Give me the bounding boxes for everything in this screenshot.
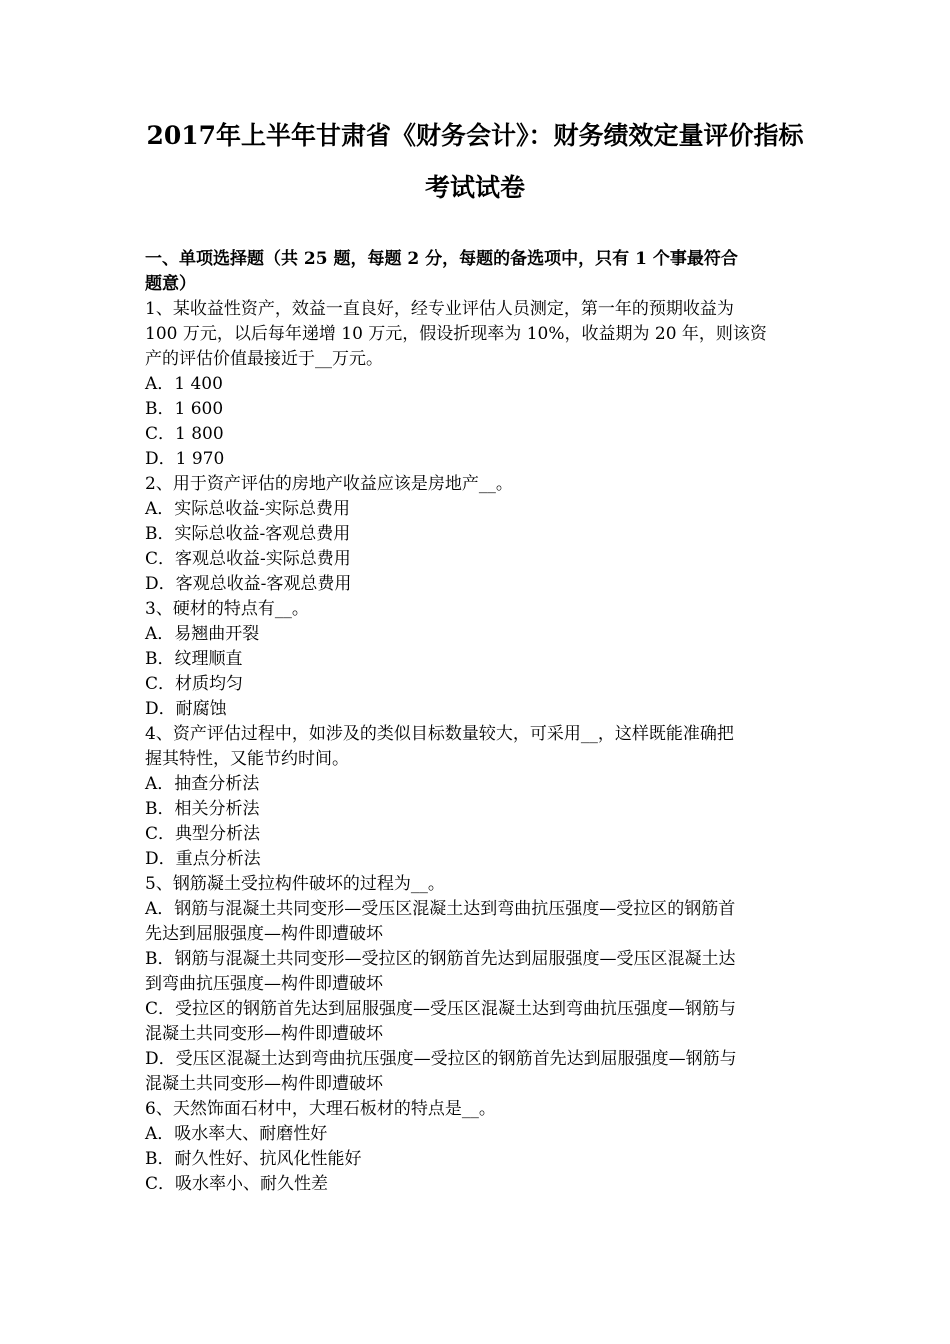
answer-option (145, 497, 813, 522)
question-stem-line: 5、钢筋凝土受拉构件破坏的过程为__。 (145, 874, 445, 894)
answer-option-line: D．客观总收益-客观总费用 (145, 574, 352, 594)
answer-option (145, 422, 813, 447)
question-item (145, 297, 813, 472)
answer-option-line: B．耐久性好、抗风化性能好 (145, 1149, 362, 1169)
question-stem-line: 4、资产评估过程中，如涉及的类似目标数量较大，可采用__，这样既能准确把 (145, 724, 734, 744)
answer-option-line: 到弯曲抗压强度—构件即遭破坏 (145, 974, 383, 994)
answer-option-line: B．相关分析法 (145, 799, 260, 819)
answer-option (145, 847, 813, 872)
question-stem-line: 6、天然饰面石材中，大理石板材的特点是__。 (145, 1099, 496, 1119)
section-heading (145, 247, 813, 297)
section-heading-line: 题意） (145, 274, 196, 294)
answer-option (145, 547, 813, 572)
question-list (145, 297, 813, 1197)
answer-option-line: C．典型分析法 (145, 824, 261, 844)
question-item (145, 472, 813, 597)
answer-option-line: A．吸水率大、耐磨性好 (145, 1124, 328, 1144)
answer-option-line: A．1 400 (145, 374, 223, 394)
document-body (145, 247, 813, 1197)
answer-option (145, 522, 813, 547)
answer-option-line: C．1 800 (145, 424, 224, 444)
answer-option (145, 822, 813, 847)
question-item (145, 872, 813, 1097)
answer-option-line: D．耐腐蚀 (145, 699, 227, 719)
answer-option-line: C．材质均匀 (145, 674, 244, 694)
answer-option-line: D．重点分析法 (145, 849, 261, 869)
question-stem-line: 1、某收益性资产，效益一直良好，经专业评估人员测定，第一年的预期收益为 (145, 299, 734, 319)
answer-option (145, 372, 813, 397)
answer-option (145, 1122, 813, 1147)
answer-option (145, 897, 813, 947)
answer-option (145, 397, 813, 422)
answer-option (145, 997, 813, 1047)
question-item (145, 597, 813, 722)
question-stem-line: 2、用于资产评估的房地产收益应该是房地产__。 (145, 474, 513, 494)
answer-option-line: B．实际总收益-客观总费用 (145, 524, 351, 544)
answer-option-line: 混凝土共同变形—构件即遭破坏 (145, 1024, 383, 1044)
answer-option (145, 772, 813, 797)
answer-option (145, 697, 813, 722)
answer-option (145, 1147, 813, 1172)
answer-option-line: A．钢筋与混凝土共同变形—受压区混凝土达到弯曲抗压强度—受拉区的钢筋首 (145, 899, 736, 919)
document-title: 2017年上半年甘肃省《财务会计》：财务绩效定量评价指标 (146, 121, 804, 150)
question-item (145, 722, 813, 872)
answer-option (145, 1172, 813, 1197)
answer-option (145, 622, 813, 647)
answer-option-line: D．受压区混凝土达到弯曲抗压强度—受拉区的钢筋首先达到屈服强度—钢筋与 (145, 1049, 737, 1069)
question-stem-line: 100 万元，以后每年递增 10 万元，假设折现率为 10%，收益期为 20 年，则该资 (145, 324, 767, 344)
answer-option (145, 572, 813, 597)
answer-option-line: B．纹理顺直 (145, 649, 243, 669)
question-stem-line: 产的评估价值最接近于__万元。 (145, 349, 383, 369)
answer-option (145, 647, 813, 672)
answer-option-line: D．1 970 (145, 449, 225, 469)
answer-option (145, 1047, 813, 1097)
answer-option-line: 混凝土共同变形—构件即遭破坏 (145, 1074, 383, 1094)
answer-option-line: B．钢筋与混凝土共同变形—受拉区的钢筋首先达到屈服强度—受压区混凝土达 (145, 949, 736, 969)
answer-option (145, 797, 813, 822)
answer-option-line: A．易翘曲开裂 (145, 624, 260, 644)
question-stem-line: 握其特性，又能节约时间。 (145, 749, 349, 769)
answer-option-line: A．实际总收益-实际总费用 (145, 499, 351, 519)
answer-option (145, 447, 813, 472)
question-stem-line: 3、硬材的特点有__。 (145, 599, 309, 619)
answer-option-line: B．1 600 (145, 399, 224, 419)
document-subtitle: 考试试卷 (424, 173, 525, 202)
answer-option-line: C．受拉区的钢筋首先达到屈服强度—受压区混凝土达到弯曲抗压强度—钢筋与 (145, 999, 737, 1019)
answer-option-line: C．吸水率小、耐久性差 (145, 1174, 329, 1194)
answer-option-line: 先达到屈服强度—构件即遭破坏 (145, 924, 383, 944)
section-heading-line: 一、单项选择题（共 25 题，每题 2 分，每题的备选项中，只有 1 个事最符合 (145, 249, 738, 269)
question-item (145, 1097, 813, 1197)
answer-option (145, 947, 813, 997)
answer-option-line: A．抽查分析法 (145, 774, 260, 794)
answer-option (145, 672, 813, 697)
answer-option-line: C．客观总收益-实际总费用 (145, 549, 351, 569)
